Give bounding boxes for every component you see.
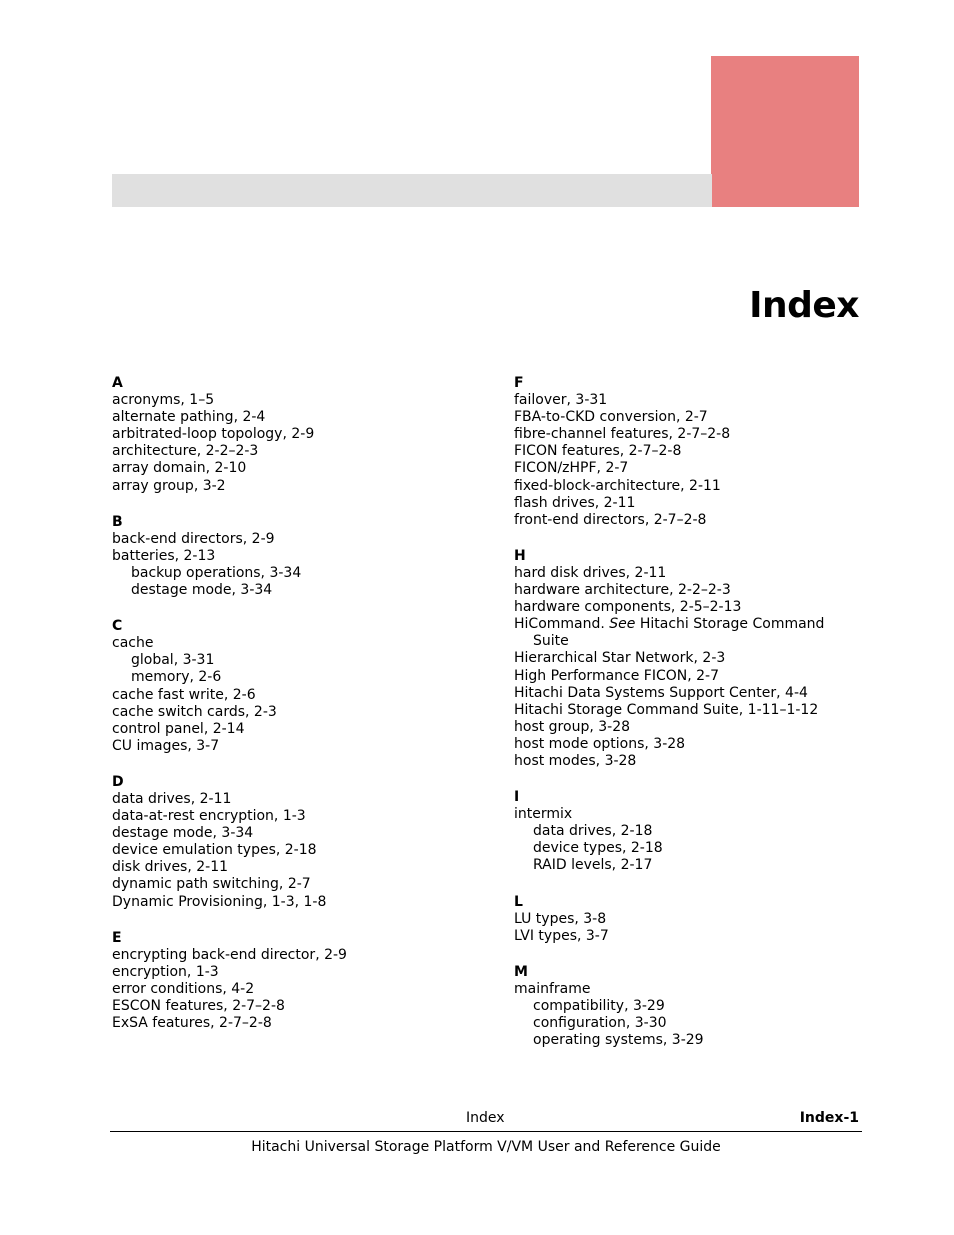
index-entry: array group, 3-2	[112, 477, 226, 494]
index-entry: back-end directors, 2-9	[112, 530, 275, 547]
page-title: Index	[749, 285, 859, 326]
see-target: Hitachi Storage Command	[635, 616, 825, 633]
index-entry: flash drives, 2-11	[514, 494, 636, 511]
index-entry: array domain, 2-10	[112, 460, 247, 477]
index-entry: mainframe	[514, 980, 591, 997]
index-entry: High Performance FICON, 2-7	[514, 667, 720, 684]
index-entry: fibre-channel features, 2-7–2-8	[514, 426, 731, 443]
see-reference: See	[609, 616, 636, 633]
index-entry: LU types, 3-8	[514, 910, 607, 927]
index-section-d	[112, 774, 502, 911]
index-letter-heading: A	[112, 375, 123, 391]
index-section-i	[514, 789, 859, 874]
footer-section: Index	[466, 1110, 505, 1126]
header-bar	[112, 174, 712, 207]
index-column-right	[514, 375, 859, 1068]
index-entry	[514, 616, 859, 633]
index-subentry: RAID levels, 2-17	[533, 857, 653, 874]
index-entry: FBA-to-CKD conversion, 2-7	[514, 409, 708, 426]
index-entry: Hitachi Data Systems Support Center, 4-4	[514, 684, 808, 701]
index-entry: hardware architecture, 2-2–2-3	[514, 582, 731, 599]
index-section-m	[514, 964, 859, 1049]
index-letter-heading: F	[514, 375, 524, 391]
index-entry: data-at-rest encryption, 1-3	[112, 808, 306, 825]
index-subentry: backup operations, 3-34	[131, 564, 302, 581]
index-entry: Suite	[533, 633, 569, 650]
index-entry: hardware components, 2-5–2-13	[514, 599, 742, 616]
index-entry: CU images, 3-7	[112, 737, 220, 754]
index-entry: device emulation types, 2-18	[112, 842, 317, 859]
index-entry: encryption, 1-3	[112, 963, 219, 980]
index-subentry: global, 3-31	[131, 652, 215, 669]
index-entry: architecture, 2-2–2-3	[112, 443, 259, 460]
index-entry: host mode options, 3-28	[514, 735, 686, 752]
index-letter-heading: D	[112, 773, 124, 790]
index-subentry: device types, 2-18	[533, 840, 663, 857]
index-entry: error conditions, 4-2	[112, 980, 255, 997]
index-section-c	[112, 618, 502, 755]
footer-guide-title: Hitachi Universal Storage Platform V/VM User and Reference Guide	[251, 1139, 721, 1155]
index-entry: ExSA features, 2-7–2-8	[112, 1015, 272, 1032]
index-letter-heading: E	[112, 929, 122, 946]
index-letter-heading: B	[112, 513, 123, 530]
index-entry: acronyms, 1–5	[112, 392, 215, 409]
index-entry: LVI types, 3-7	[514, 927, 609, 944]
index-entry: intermix	[514, 806, 573, 823]
index-letter-heading: C	[112, 618, 123, 635]
index-entry-text: HiCommand.	[514, 616, 610, 633]
index-entry: cache switch cards, 2-3	[112, 703, 277, 720]
index-entry: disk drives, 2-11	[112, 859, 229, 876]
index-section-l	[514, 894, 859, 945]
index-entry: host modes, 3-28	[514, 752, 637, 769]
index-entry: FICON/zHPF, 2-7	[514, 460, 629, 477]
index-letter-heading: L	[514, 893, 523, 910]
footer-page-number: Index-1	[799, 1110, 859, 1126]
index-entry: arbitrated-loop topology, 2-9	[112, 426, 315, 443]
index-subentry: configuration, 3-30	[533, 1015, 667, 1032]
index-letter-heading: I	[514, 789, 520, 806]
index-section-b	[112, 514, 502, 599]
index-section-h	[514, 548, 859, 770]
index-entry: Hitachi Storage Command Suite, 1-11–1-12	[514, 701, 819, 718]
index-section-e	[112, 930, 502, 1033]
index-entry: FICON features, 2-7–2-8	[514, 443, 682, 460]
index-letter-heading: H	[514, 547, 526, 564]
index-entry: cache fast write, 2-6	[112, 686, 256, 703]
index-entry: Hierarchical Star Network, 2-3	[514, 650, 726, 667]
index-entry: host group, 3-28	[514, 718, 631, 735]
index-letter-heading: M	[514, 963, 528, 980]
index-entry: cache	[112, 635, 154, 652]
index-entry: failover, 3-31	[514, 392, 608, 409]
index-entry: fixed-block-architecture, 2-11	[514, 477, 721, 494]
index-entry: hard disk drives, 2-11	[514, 564, 667, 581]
index-section-f	[514, 375, 859, 529]
index-subentry: destage mode, 3-34	[131, 582, 273, 599]
index-subentry: operating systems, 3-29	[533, 1032, 704, 1049]
index-entry: control panel, 2-14	[112, 720, 245, 737]
index-subentry: compatibility, 3-29	[533, 998, 665, 1014]
index-entry: Dynamic Provisioning, 1-3, 1-8	[112, 893, 327, 910]
index-section-a	[112, 375, 502, 495]
index-entry: dynamic path switching, 2-7	[112, 876, 311, 893]
footer-rule	[110, 1131, 862, 1132]
index-entry: data drives, 2-11	[112, 790, 232, 807]
index-entry: alternate pathing, 2-4	[112, 409, 266, 426]
index-entry: ESCON features, 2-7–2-8	[112, 998, 285, 1014]
index-entry: destage mode, 3-34	[112, 825, 254, 842]
index-entry: batteries, 2-13	[112, 547, 216, 564]
index-subentry: memory, 2-6	[131, 669, 222, 686]
index-entry: front-end directors, 2-7–2-8	[514, 511, 707, 528]
index-entry: encrypting back-end director, 2-9	[112, 946, 347, 963]
chapter-tab-block	[711, 56, 859, 207]
index-subentry: data drives, 2-18	[533, 823, 653, 840]
index-column-left	[112, 375, 502, 1051]
